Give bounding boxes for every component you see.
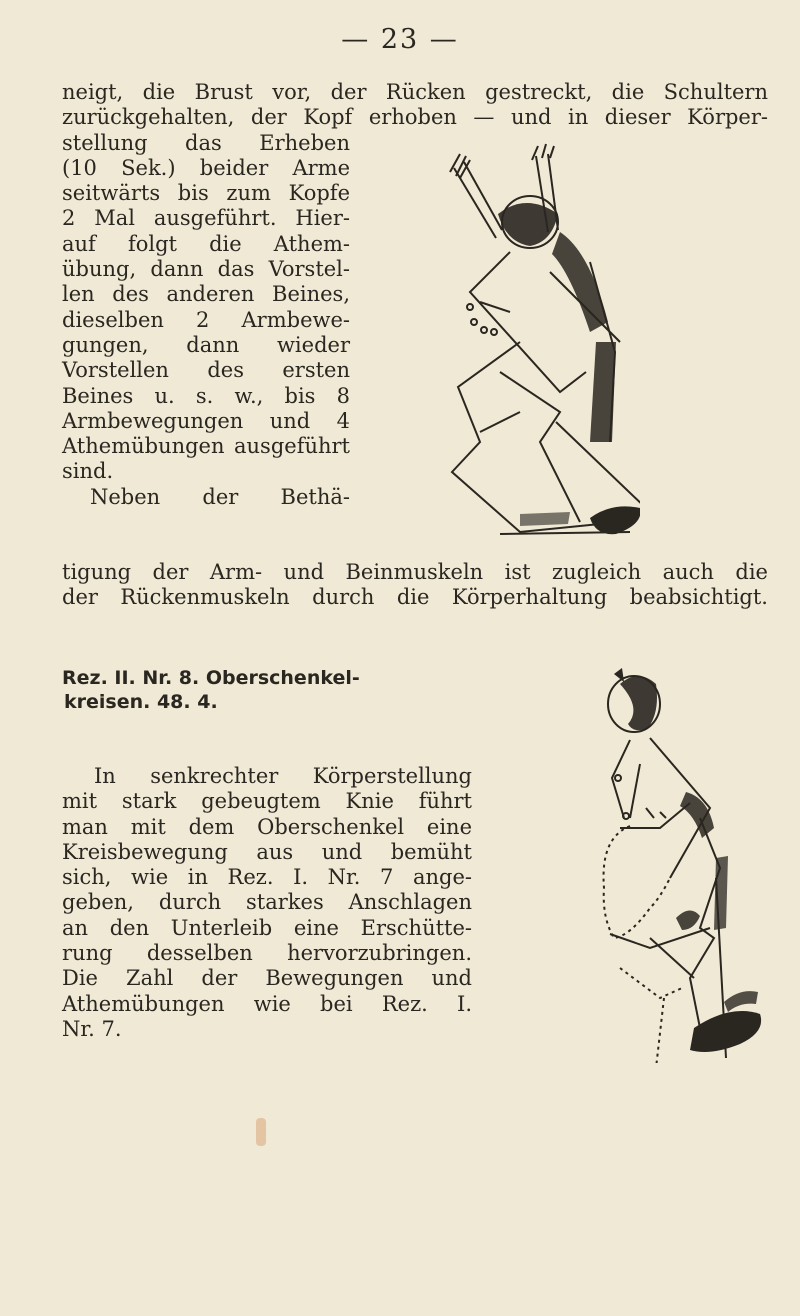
text-line: neigt, die Brust vor, der Rücken gestreckt, die Schultern xyxy=(62,80,768,104)
stick-figure-thigh-circling-illustration xyxy=(590,668,770,1063)
text-line: gungen, dann wieder xyxy=(62,332,350,357)
section1-column xyxy=(62,131,350,510)
text-line: übung, dann das Vorstel- xyxy=(62,257,350,282)
text-line: mit stark gebeugtem Knie führt xyxy=(62,789,472,814)
figure-arms-raised xyxy=(440,142,640,552)
text-line: Die Zahl der Bewegungen und xyxy=(62,966,472,991)
text-line: (10 Sek.) beider Arme xyxy=(62,155,350,180)
page-number: — 23 — xyxy=(341,24,459,55)
section2-heading xyxy=(62,666,472,714)
heading-line: kreisen. 48. 4. xyxy=(64,691,218,713)
section1-top-lines xyxy=(62,80,768,131)
text-line: rung desselben hervorzubringen. xyxy=(62,941,472,966)
text-line: sind. xyxy=(62,459,114,484)
text-line: seitwärts bis zum Kopfe xyxy=(62,181,350,206)
text-line: Kreisbewegung aus und bemüht xyxy=(62,839,472,864)
text-line: Athemübungen wie bei Rez. I. xyxy=(62,991,472,1016)
text-line: Vorstellen des ersten xyxy=(62,358,350,383)
text-line: dieselben 2 Armbewe- xyxy=(62,307,350,332)
text-line: Nr. 7. xyxy=(62,1016,122,1041)
text-line: stellung das Erheben xyxy=(62,130,350,155)
text-line: Armbewegungen und 4 xyxy=(62,408,350,433)
stick-figure-arms-raised-illustration xyxy=(440,142,640,552)
text-line: tigung der Arm- und Beinmuskeln ist zugleich auch die xyxy=(62,560,768,584)
text-line: Athemübungen ausgeführt xyxy=(62,434,350,459)
text-line: 2 Mal ausgeführt. Hier- xyxy=(62,206,350,231)
text-line: Neben der Bethä- xyxy=(90,484,350,509)
text-line: man mit dem Oberschenkel eine xyxy=(62,814,472,839)
figure-thigh-circling xyxy=(590,668,770,1063)
text-line: In senkrechter Körperstellung xyxy=(94,764,472,788)
section1-bottom-lines xyxy=(62,560,768,611)
text-line: zurückgehalten, der Kopf erhoben — und in dieser Körper- xyxy=(62,105,768,130)
text-line: an den Unterleib eine Erschütte- xyxy=(62,915,472,940)
text-line: auf folgt die Athem- xyxy=(62,231,350,256)
text-line: geben, durch starkes Anschlagen xyxy=(62,890,472,915)
paper-stain xyxy=(256,1118,266,1146)
text-line: der Rückenmuskeln durch die Körperhaltung beabsichtigt. xyxy=(62,585,768,610)
text-line: len des anderen Beines, xyxy=(62,282,350,307)
text-line: sich, wie in Rez. I. Nr. 7 ange- xyxy=(62,865,472,890)
section2-column xyxy=(62,764,472,1042)
text-line: Beines u. s. w., bis 8 xyxy=(62,383,350,408)
heading-line: Rez. II. Nr. 8. Oberschenkel- xyxy=(62,667,360,689)
